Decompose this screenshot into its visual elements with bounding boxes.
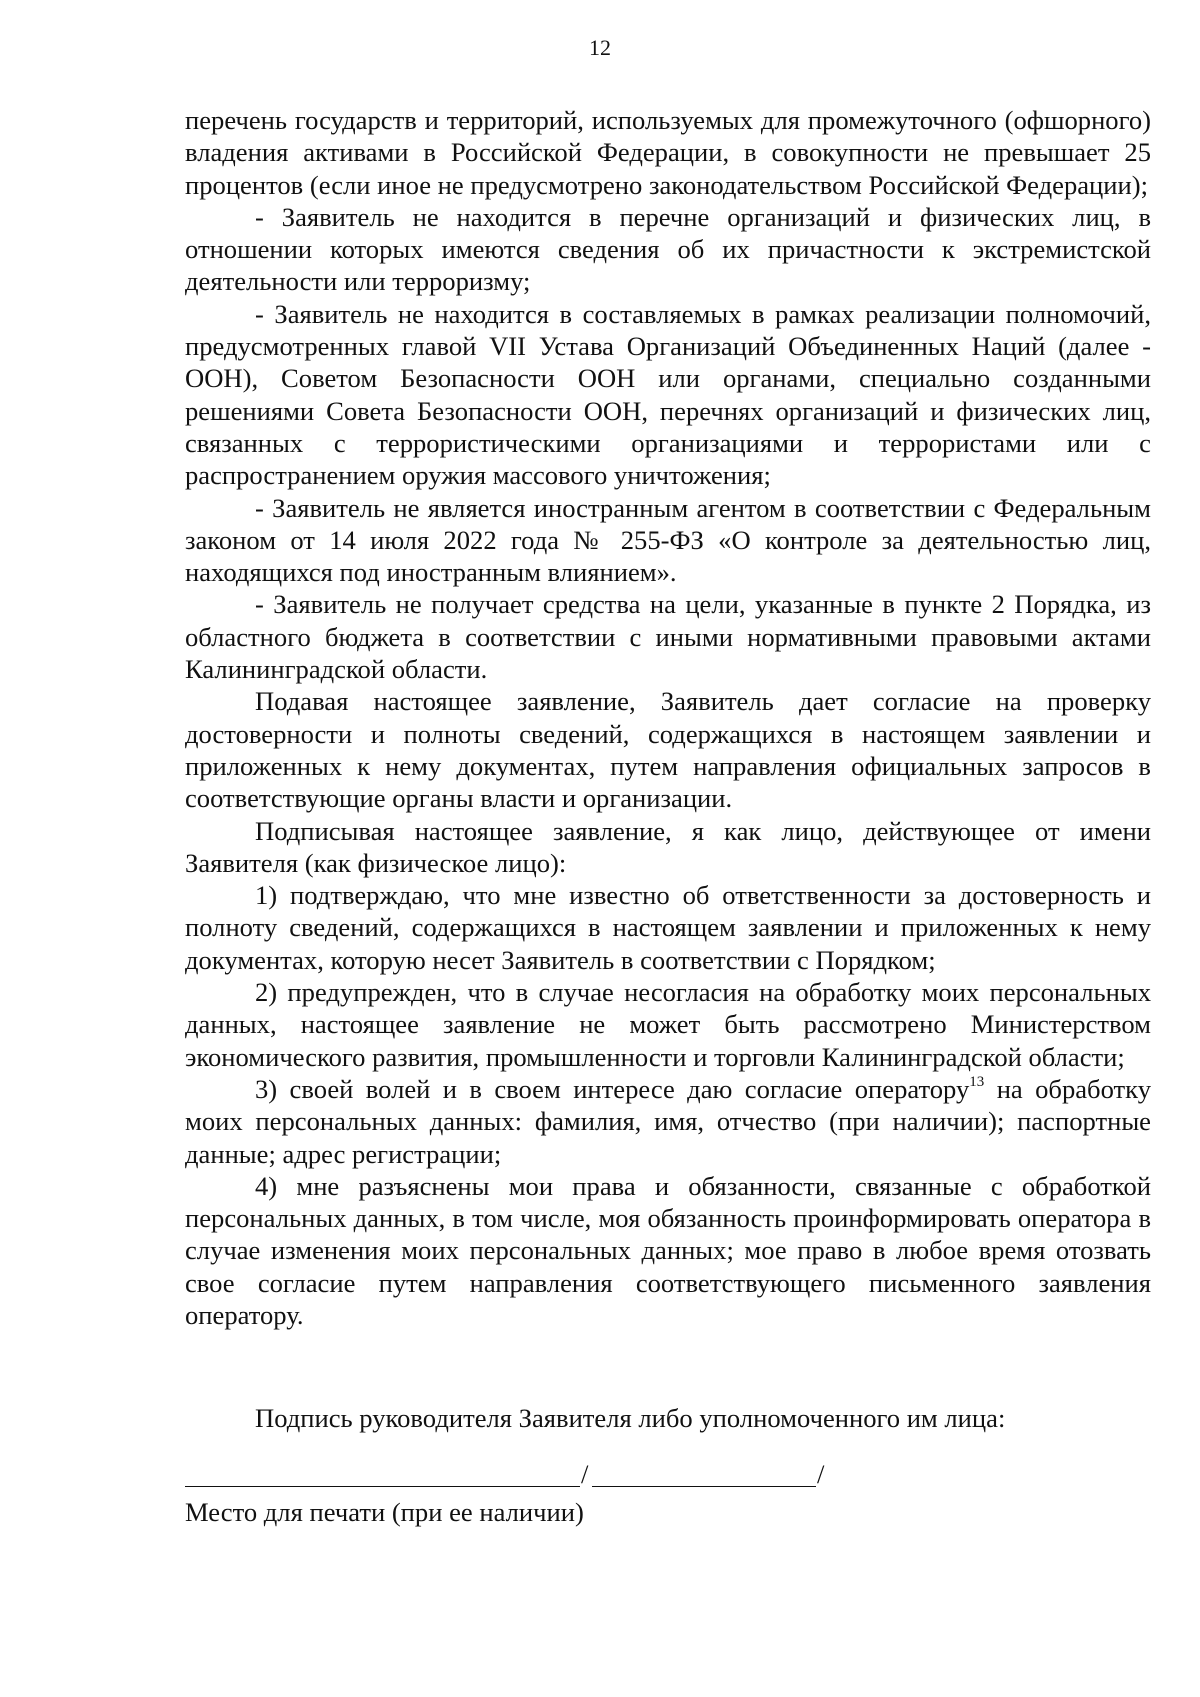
signature-label: Подпись руководителя Заявителя либо уполномоченного им лица: [255, 1403, 1006, 1433]
paragraph-item-4: 4) мне разъяснены мои права и обязанности, связанные с обработкой персональных данных, в том числе, моя обязанность проинформировать оператора в случае изменения моих персональных данных; мое право в любое время отозвать свое согласие путем направления соответствующего письменного заявления оператору. [185, 1170, 1151, 1330]
paragraph-offshore-share: перечень государств и территорий, используемых для промежуточного (офшорного) владения активами в Российской Федерации, в совокупности не превышает 25 процентов (если иное не предусмотрено законодательством Российской Федерации); [185, 105, 1151, 200]
stamp-place-label: Место для печати (при ее наличии) [185, 1497, 584, 1527]
document-body [185, 104, 1151, 1331]
signature-line[interactable] [185, 1486, 580, 1487]
item-3-lead: 3) своей волей и в своем интересе даю согласие оператору [255, 1073, 970, 1104]
paragraph-verification-consent: Подавая настоящее заявление, Заявитель дает согласие на проверку достоверности и полноты сведений, содержащихся в настоящем заявлении и приложенных к нему документах, путем направления официальных запросов в соответствующие органы власти и организации. [185, 686, 1151, 814]
paragraph-item-2: 2) предупрежден, что в случае несогласия на обработку моих персональных данных, настоящее заявление не может быть рассмотрено Министерством экономического развития, промышленности и торговли Калининградской области; [185, 977, 1151, 1072]
paragraph-regional-budget: - Заявитель не получает средства на цели, указанные в пункте 2 Порядка, из областного бюджета в соответствии с иными нормативными правовыми актами Калининградской области. [185, 589, 1151, 685]
footnote-ref[interactable]: 13 [969, 1073, 985, 1090]
signature-separator: / [581, 1459, 589, 1489]
paragraph-un-sanctions-list: - Заявитель не находится в составляемых в рамках реализации полномочий, предусмотренных главой VII Устава Организаций Объединенных Наций (далее - ООН), Советом Безопасности ООН или органами, специально созданными решениями Совета Безопасности ООН, перечнях организаций и физических лиц, связанных с террористическими организациями и террористами или с распространением оружия массового уничтожения; [185, 298, 1151, 491]
paragraph-signing-intro: Подписывая настоящее заявление, я как лицо, действующее от имени Заявителя (как физическое лицо): [185, 815, 1151, 878]
page-number: 12 [589, 35, 611, 60]
name-line[interactable] [592, 1486, 816, 1487]
paragraph-extremism-list: - Заявитель не находится в перечне организаций и физических лиц, в отношении которых имеются сведения об их причастности к экстремистской деятельности или терроризму; [185, 201, 1151, 297]
paragraph-foreign-agent: - Заявитель не является иностранным агентом в соответствии с Федеральным законом от 14 июля 2022 года № 255-ФЗ «О контроле за деятельностью лиц, находящихся под иностранным влиянием». [185, 492, 1151, 588]
item-3-rest: на обработку моих персональных данных: фамилия, имя, отчество (при наличии); паспортные данные; адрес регистрации; [185, 1073, 1151, 1169]
name-separator: / [817, 1459, 825, 1489]
paragraph-item-1: 1) подтверждаю, что мне известно об ответственности за достоверность и полноту сведений, содержащихся в настоящем заявлении и приложенных к нему документах, которую несет Заявитель в соответствии с Порядком; [185, 880, 1151, 975]
paragraph-item-3 [185, 1073, 1151, 1170]
